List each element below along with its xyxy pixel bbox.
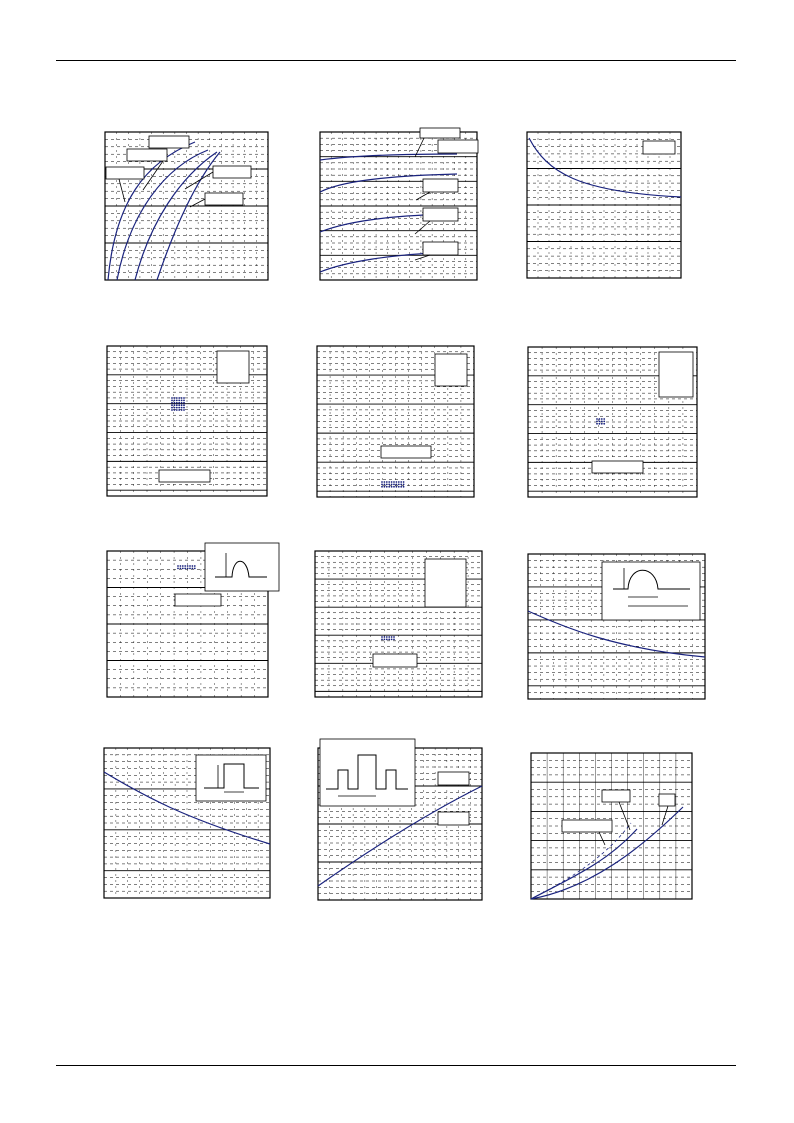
data-point bbox=[176, 397, 178, 399]
data-point bbox=[388, 486, 390, 488]
data-point bbox=[183, 407, 185, 409]
data-point bbox=[381, 484, 383, 486]
data-point bbox=[403, 486, 405, 488]
data-point bbox=[596, 418, 598, 420]
data-point bbox=[178, 397, 180, 399]
data-point bbox=[391, 636, 393, 638]
data-point bbox=[599, 418, 601, 420]
data-point bbox=[596, 423, 598, 425]
data-point bbox=[393, 481, 395, 483]
graph-g6 bbox=[528, 347, 697, 497]
curve-label-box-1 bbox=[602, 790, 630, 802]
data-point bbox=[187, 568, 189, 570]
legend-box bbox=[435, 354, 467, 386]
data-point bbox=[400, 481, 402, 483]
data-point bbox=[384, 484, 386, 486]
data-point bbox=[386, 481, 388, 483]
pulse-inset bbox=[205, 543, 279, 591]
data-point bbox=[174, 409, 176, 411]
data-point bbox=[386, 484, 388, 486]
data-point bbox=[181, 400, 183, 402]
data-point bbox=[174, 400, 176, 402]
axis-note-box bbox=[592, 461, 643, 473]
data-point bbox=[189, 568, 191, 570]
legend-box bbox=[425, 559, 466, 607]
axis-note-box bbox=[373, 654, 417, 667]
data-point bbox=[174, 402, 176, 404]
graph-g8 bbox=[315, 551, 482, 697]
data-point bbox=[603, 421, 605, 423]
data-point bbox=[181, 407, 183, 409]
data-point bbox=[386, 486, 388, 488]
pulse-inset bbox=[602, 562, 700, 620]
data-point bbox=[181, 402, 183, 404]
data-point bbox=[176, 400, 178, 402]
data-point bbox=[381, 639, 383, 641]
data-point bbox=[384, 639, 386, 641]
data-point bbox=[178, 409, 180, 411]
data-point bbox=[192, 565, 194, 567]
data-point bbox=[178, 407, 180, 409]
data-point bbox=[381, 636, 383, 638]
data-point bbox=[181, 409, 183, 411]
graph-g3 bbox=[527, 132, 681, 278]
data-point bbox=[183, 409, 185, 411]
data-point bbox=[601, 421, 603, 423]
data-point bbox=[391, 484, 393, 486]
data-point bbox=[178, 404, 180, 406]
graph-g1 bbox=[105, 132, 268, 280]
data-point bbox=[181, 404, 183, 406]
data-point bbox=[174, 407, 176, 409]
data-point bbox=[398, 484, 400, 486]
data-point bbox=[183, 400, 185, 402]
data-point bbox=[391, 486, 393, 488]
data-point bbox=[183, 402, 185, 404]
data-point bbox=[171, 409, 173, 411]
graph-g12 bbox=[531, 753, 692, 899]
data-point bbox=[396, 486, 398, 488]
data-point bbox=[187, 565, 189, 567]
data-point bbox=[596, 421, 598, 423]
curve-label-box-2 bbox=[659, 794, 675, 806]
data-point bbox=[184, 565, 186, 567]
graph-g9 bbox=[528, 554, 705, 699]
data-point bbox=[599, 421, 601, 423]
data-point bbox=[391, 481, 393, 483]
curve-label-box-1 bbox=[420, 128, 460, 138]
data-point bbox=[603, 423, 605, 425]
graph-g4 bbox=[107, 346, 267, 496]
data-point bbox=[603, 418, 605, 420]
curve-label-box-3 bbox=[423, 179, 458, 192]
data-point bbox=[384, 481, 386, 483]
data-point bbox=[176, 407, 178, 409]
graph-g7 bbox=[107, 543, 279, 697]
data-point bbox=[396, 484, 398, 486]
data-point bbox=[403, 481, 405, 483]
data-point bbox=[182, 568, 184, 570]
graph-g2 bbox=[320, 128, 478, 280]
data-point bbox=[171, 397, 173, 399]
curve-label-box-5 bbox=[205, 193, 243, 205]
legend-box bbox=[659, 352, 693, 397]
data-point bbox=[194, 565, 196, 567]
data-point bbox=[171, 402, 173, 404]
data-point bbox=[599, 423, 601, 425]
curve-label-box-4 bbox=[423, 208, 458, 221]
data-point bbox=[180, 568, 182, 570]
data-point bbox=[393, 636, 395, 638]
pulse-inset bbox=[196, 755, 266, 801]
data-point bbox=[403, 484, 405, 486]
data-point bbox=[601, 418, 603, 420]
data-point bbox=[393, 484, 395, 486]
data-point bbox=[384, 636, 386, 638]
data-point bbox=[396, 481, 398, 483]
data-point bbox=[174, 404, 176, 406]
data-point bbox=[393, 486, 395, 488]
curve-label-box-1 bbox=[438, 772, 469, 785]
data-point bbox=[171, 404, 173, 406]
graph-g5 bbox=[317, 346, 474, 497]
data-point bbox=[391, 639, 393, 641]
data-point bbox=[381, 481, 383, 483]
axis-note-box bbox=[175, 594, 221, 606]
data-point bbox=[182, 565, 184, 567]
curve-label-box-4 bbox=[213, 166, 251, 178]
data-point bbox=[400, 484, 402, 486]
curve-label-box-2 bbox=[438, 812, 469, 825]
data-point bbox=[398, 481, 400, 483]
graph-g10 bbox=[104, 748, 270, 898]
curve-label-box-5 bbox=[423, 242, 458, 255]
data-point bbox=[400, 486, 402, 488]
data-point bbox=[393, 639, 395, 641]
data-point bbox=[386, 636, 388, 638]
axis-note-box bbox=[381, 446, 431, 458]
axis-note-box bbox=[159, 470, 210, 482]
data-point bbox=[189, 565, 191, 567]
curve-label-box-3 bbox=[562, 820, 612, 832]
data-point bbox=[192, 568, 194, 570]
data-point bbox=[388, 636, 390, 638]
data-point bbox=[386, 639, 388, 641]
data-point bbox=[171, 407, 173, 409]
data-point bbox=[601, 423, 603, 425]
data-point bbox=[180, 565, 182, 567]
legend-box bbox=[217, 351, 249, 383]
graph-g11 bbox=[318, 739, 482, 900]
data-point bbox=[174, 397, 176, 399]
data-point bbox=[183, 404, 185, 406]
data-point bbox=[381, 486, 383, 488]
curve-label-box-3 bbox=[106, 167, 144, 179]
curve-label-box-1 bbox=[149, 136, 189, 148]
data-point bbox=[184, 568, 186, 570]
data-point bbox=[398, 486, 400, 488]
data-point bbox=[384, 486, 386, 488]
curve-label-box-2 bbox=[438, 140, 478, 153]
curve-label-box-2 bbox=[127, 149, 167, 161]
data-point bbox=[176, 404, 178, 406]
data-point bbox=[177, 565, 179, 567]
data-point bbox=[183, 397, 185, 399]
data-point bbox=[178, 402, 180, 404]
data-point bbox=[388, 484, 390, 486]
data-point bbox=[178, 400, 180, 402]
data-point bbox=[171, 400, 173, 402]
data-point bbox=[194, 568, 196, 570]
data-point bbox=[181, 397, 183, 399]
data-point bbox=[176, 402, 178, 404]
data-point bbox=[388, 639, 390, 641]
data-point bbox=[388, 481, 390, 483]
data-point bbox=[177, 568, 179, 570]
data-point bbox=[176, 409, 178, 411]
legend-box bbox=[643, 141, 675, 154]
